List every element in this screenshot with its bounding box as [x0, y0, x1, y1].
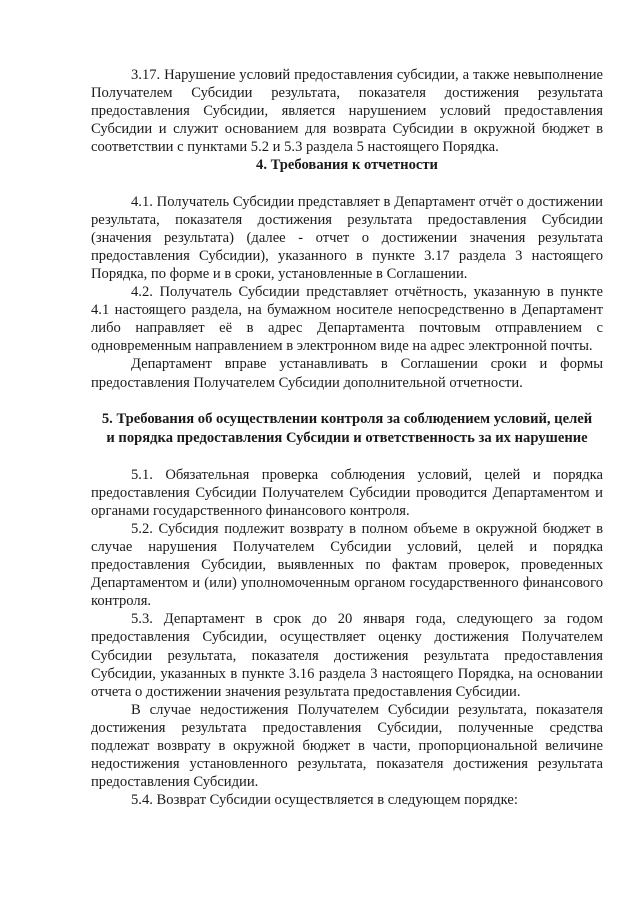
paragraph-3-17: 3.17. Нарушение условий предоставления субсидии, а также невыполнение Получателем Субсидии результата, показателя достижения результата предоставления Субсидии, является нарушением условий предоставления Субсидии и служит основанием для возврата Субсидии в окружной бюджет в соответствии с пунктами 5.2 и 5.3 раздела 5 настоящего Порядка.	[91, 67, 603, 156]
paragraph-5-3: 5.3. Департамент в срок до 20 января года, следующего за годом предоставления Субсидии, осуществляет оценку достижения Получателем Субсидии результата, показателя достижения результата предоставления Субсидии, указанных в пункте 3.16 раздела 3 настоящего Порядка, на основании отчета о достижении значения результата предоставления Субсидии.	[91, 611, 603, 700]
document-page	[91, 66, 603, 809]
spacer	[91, 175, 603, 193]
paragraph-5-1: 5.1. Обязательная проверка соблюдения условий, целей и порядка предоставления Субсидии Получателем Субсидии проводится Департаментом и органами государственного финансового контроля.	[91, 466, 603, 519]
heading-section-5-line1: 5. Требования об осуществлении контроля за соблюдением условий, целей	[101, 410, 593, 427]
heading-section-4: 4. Требования к отчетности	[256, 157, 438, 174]
paragraph-4-2: 4.2. Получатель Субсидии представляет отчётность, указанную в пункте 4.1 настоящего раздела, на бумажном носителе непосредственно в Департамент либо направляет её в адрес Департамента почтовым отправлением с одновременным направлением в электронном виде на адрес электронной почты.	[91, 284, 603, 355]
paragraph-4-department: Департамент вправе устанавливать в Соглашении сроки и формы предоставления Получателем Субсидии дополнительной отчетности.	[91, 356, 603, 391]
heading-section-5-line2: и порядка предоставления Субсидии и ответственность за их нарушение	[106, 429, 588, 446]
spacer	[91, 392, 603, 410]
paragraph-5-3-case: В случае недостижения Получателем Субсидии результата, показателя достижения результата предоставления Субсидии, полученные средства подлежат возврату в окружной бюджет в части, пропорциональной величине недостижения установленного результата, показателя достижения результата предоставления Субсидии.	[91, 701, 603, 791]
spacer	[91, 448, 603, 466]
paragraph-5-4: 5.4. Возврат Субсидии осуществляется в следующем порядке:	[131, 792, 518, 809]
paragraph-4-1: 4.1. Получатель Субсидии представляет в Департамент отчёт о достижении результата, показателя достижения результата предоставления Субсидии (значения результата) (далее - отчет о достижении значения результата предоставления Субсидии), указанного в пункте 3.17 раздела 3 настоящего Порядка, по форме и в сроки, установленные в Соглашении.	[91, 193, 603, 282]
paragraph-5-2: 5.2. Субсидия подлежит возврату в полном объеме в окружной бюджет в случае нарушения Получателем Субсидии условий, целей и порядка предоставления Субсидии, выявленных по фактам проверок, проведенных Департаментом и (или) уполномоченным органом государственного финансового контроля.	[91, 520, 603, 610]
